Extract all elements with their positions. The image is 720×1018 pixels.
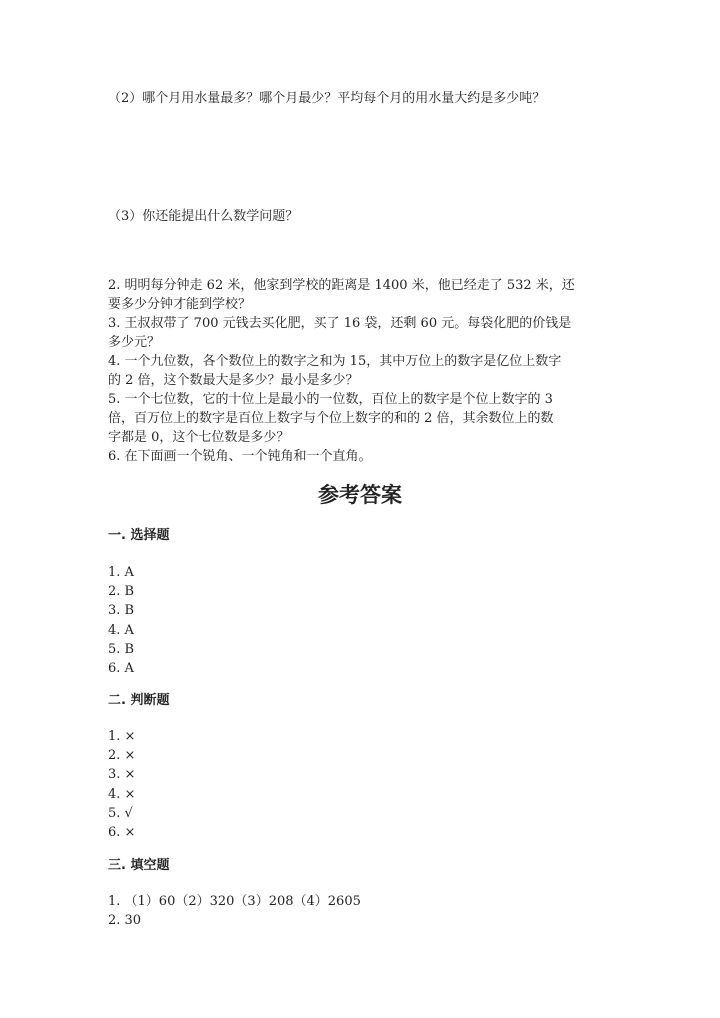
answer-list-judgment bbox=[108, 727, 135, 842]
answer-item: 4. A bbox=[108, 622, 134, 638]
answer-key-title: 参考答案 bbox=[318, 483, 402, 507]
answer-list-choice bbox=[108, 563, 134, 678]
section-heading-judgment: 二. 判断题 bbox=[108, 693, 170, 708]
answer-item: 6. × bbox=[108, 825, 136, 841]
section-heading-choice: 一. 选择题 bbox=[108, 528, 170, 543]
answer-item: 3. × bbox=[108, 767, 136, 783]
problem-line: 多少元？ bbox=[108, 335, 161, 350]
answer-item: 4. × bbox=[108, 786, 136, 802]
answer-item: 3. B bbox=[108, 603, 135, 619]
problem-line: 倍，百万位上的数字是百位上数字与个位上数字的和的 2 倍，其余数位上的数 bbox=[108, 411, 554, 426]
answer-item: 2. B bbox=[108, 584, 135, 600]
answer-list-fill-blank bbox=[108, 892, 361, 930]
subquestion-2: （2）哪个月用水量最多？哪个月最少？平均每个月的用水量大约是多少吨？ bbox=[108, 91, 546, 106]
problem-line: 3. 王叔叔带了 700 元钱去买化肥，买了 16 袋，还剩 60 元。每袋化肥的价钱是 bbox=[108, 316, 572, 331]
answer-item: 6. A bbox=[108, 661, 134, 677]
problem-line: 要多少分钟才能到学校？ bbox=[108, 297, 252, 312]
subquestion-3: （3）你还能提出什么数学问题？ bbox=[108, 209, 299, 224]
problem-line: 5. 一个七位数，它的十位上是最小的一位数，百位上的数字是个位上数字的 3 bbox=[108, 392, 553, 407]
word-problems bbox=[108, 276, 608, 466]
problem-line: 4. 一个九位数，各个数位上的数字之和为 15，其中万位上的数字是亿位上数字 bbox=[108, 354, 562, 369]
answer-item: 1. × bbox=[108, 729, 136, 744]
answer-item: 2. 30 bbox=[108, 913, 142, 929]
answer-item: 1. A bbox=[108, 565, 134, 580]
problem-line: 6. 在下面画一个锐角、一个钝角和一个直角。 bbox=[108, 449, 372, 464]
problem-line: 字都是 0，这个七位数是多少？ bbox=[108, 430, 290, 445]
answer-item: 1. （1）60（2）320（3）208（4）2605 bbox=[108, 894, 361, 909]
section-heading-fill-blank: 三. 填空题 bbox=[108, 858, 170, 873]
answer-item: 5. B bbox=[108, 641, 135, 657]
answer-item: 2. × bbox=[108, 748, 136, 764]
problem-line: 2. 明明每分钟走 62 米，他家到学校的距离是 1400 米，他已经走了 532 米，还 bbox=[108, 278, 575, 293]
problem-line: 的 2 倍，这个数最大是多少？最小是多少？ bbox=[108, 373, 359, 388]
answer-item: 5. √ bbox=[108, 805, 133, 821]
